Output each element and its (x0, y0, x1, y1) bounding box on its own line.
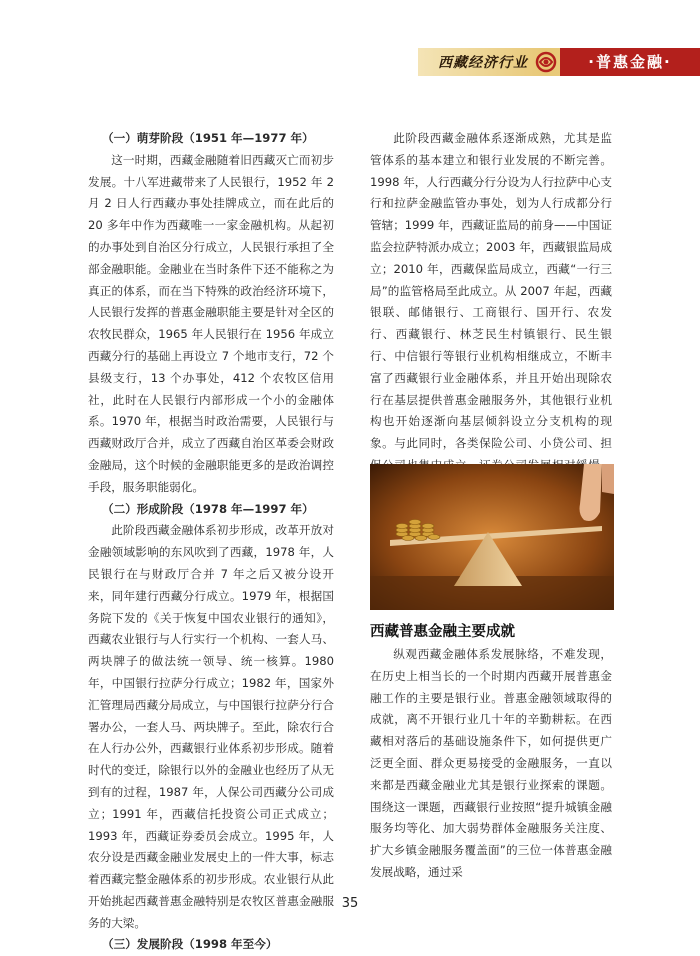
left-text-column (88, 128, 334, 956)
header-topic-label: ·普惠金融· (588, 53, 672, 71)
subsection-heading: （一）萌芽阶段（1951 年—1977 年） (102, 131, 314, 145)
right-text-column-top (370, 128, 612, 499)
subsection-heading: （二）形成阶段（1978 年—1997 年） (102, 501, 314, 516)
header-section-label: 西藏经济行业 (438, 55, 528, 71)
body-paragraph: 此阶段西藏金融体系初步形成，改革开放对金融领域影响的东风吹到了西藏，1978 年，人民银行在与财政厅合并 7 年之后又被分设开来，同年建行西藏分行成立。1979 年，根据国务院下发的《关于恢复中国农业银行的通知》，西藏农业银行与人行实行一个机构、一套人马、两块牌子的做法统一领导、统一核算。1980 年，中国银行拉萨分行成立；1982 年，国家外汇管理局西藏分局成立，与中国银行拉萨分行合署办公，一套人马、两块牌子。至此，除农行合在人行办公外，西藏银行业体系初步形成。随着时代的变迁，除银行以外的金融业也经历了从无到有的过程，1987 年，人保公司西藏分公司成立；1991 年，西藏信托投资公司正式成立；1993 年，西藏证券委员会成立。1995 年，人农分设是西藏金融业发展史上的一件大事，标志着西藏完整金融体系的初步形成。农业银行从此开始挑起西藏普惠金融特别是农牧区普惠金融服务的大梁。 (88, 523, 334, 930)
balance-coins-photo (370, 464, 614, 610)
chinese-knot-icon (534, 50, 558, 74)
right-text-column-bottom (370, 644, 612, 884)
header-red-tab (560, 48, 700, 76)
body-paragraph: 此阶段西藏金融体系逐渐成熟，尤其是监管体系的基本建立和银行业发展的不断完善。1998 年，人行西藏分行分设为人行拉萨中心支行和拉萨金融监管办事处，划为人行成都分行管辖；1999 年，西藏证监局的前身——中国证监会拉萨特派办成立；2003 年，西藏银监局成立；2010 年，西藏保监局成立，西藏“一行三局”的监管格局至此成立。从 2007 年起，西藏银联、邮储银行、工商银行、国开行、农发行、西藏银行、林芝民生村镇银行、民生银行、中信银行等银行业机构相继成立，不断丰富了西藏银行业金融体系，并且开始出现除农行在基层提供普惠金融服务外，其他银行业机构也开始逐渐向基层倾斜设立分支机构的现象。与此同时，各类保险公司、小贷公司、担 (370, 131, 612, 451)
page-number: 35 (341, 896, 359, 911)
subsection-heading: （三）发展阶段（1998 年至今） (102, 937, 278, 952)
page-header-banner (418, 48, 700, 76)
section-title: 西藏普惠金融主要成就 (370, 624, 515, 640)
body-paragraph: 纵观西藏金融体系发展脉络，不难发现，在历史上相当长的一个时期内西藏开展普惠金融工作的主要是银行业。普惠金融领域取得的成就，离不开银行业几十年的辛勤耕耘。在西藏相对落后的基础设施条件下，如何提供更广泛更全面、群众更易接受的金融服务，一直以来都是西藏金融业尤其是银行业探索的课题。围绕这一课题，西藏银行业按照“提升城镇金融服务均等化、加大弱势群体金融服务关注度、扩大乡镇金融服务覆盖面”的三位一体普惠金融发展战略，通过采 (370, 647, 612, 879)
body-paragraph: 这一时期，西藏金融随着旧西藏灭亡而初步发展。十八军进藏带来了人民银行，1952 年 2 月 2 日人行西藏办事处挂牌成立，而在此后的 20 多年中作为西藏唯一一家金融机构。从起初的办事处到自治区分行成立，人民银行承担了全部金融职能。金融业在当时条件下还不能称之为真正的体系，而在当下特殊的政治经济环境下，人民银行发挥的普惠金融职能主要是针对全区的农牧民群众，1965 年人民银行在 1956 年成立西藏分行的基础上再设立 7 个地市支行，72 个县级支行，13 个办事处，412 个农牧区信用社，此时在人民银行内部形成一个小的金融体系。1970 年，根据当时政治需要，人民银行与西藏财政厅合并，成立了西藏自治区革委会财政金融局，这个时候的金融职能更多的是政治调控手段，服务职能弱化。 (88, 152, 334, 494)
